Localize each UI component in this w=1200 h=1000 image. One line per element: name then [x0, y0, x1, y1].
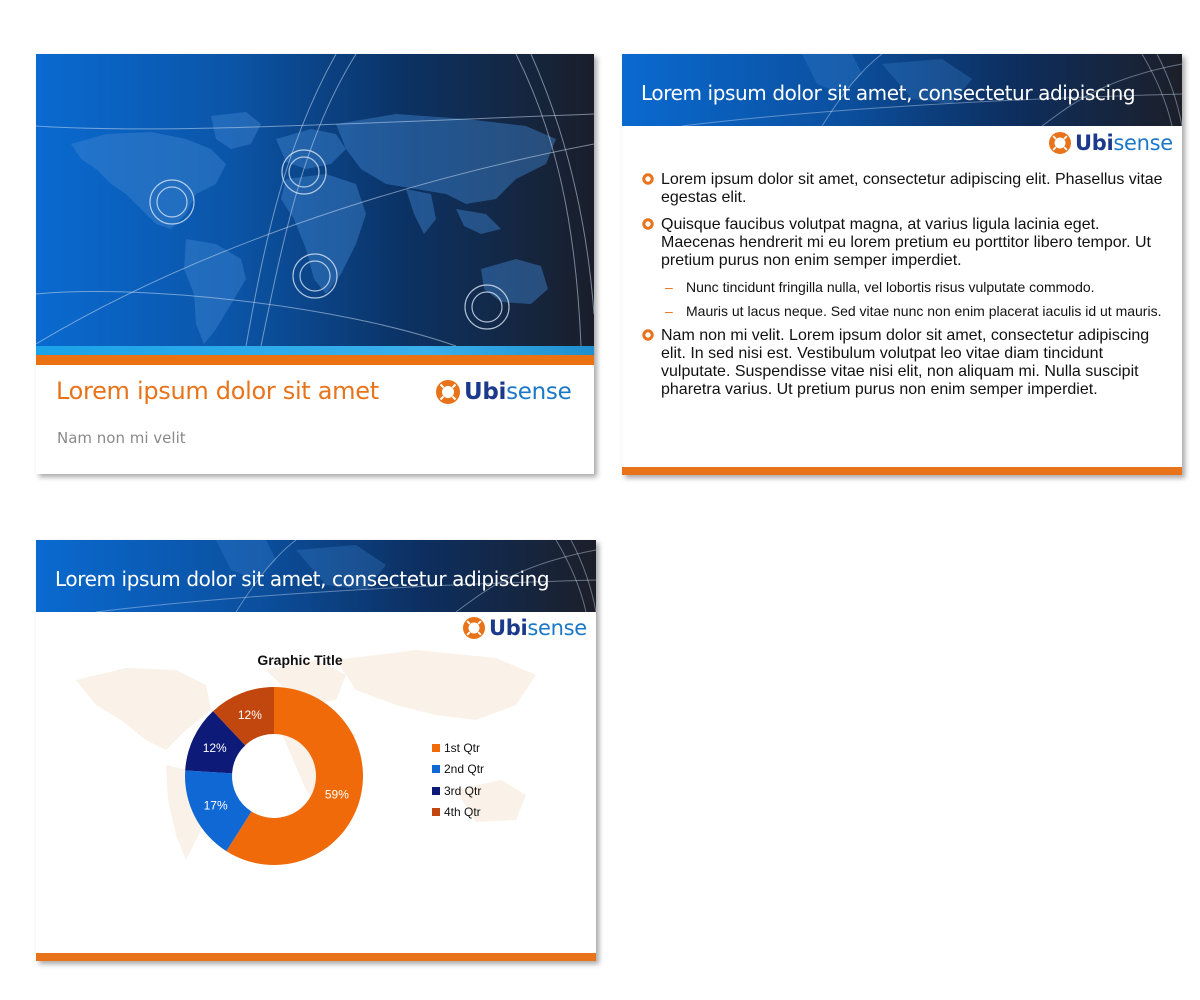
- sub-bullet-text: Mauris ut lacus neque. Sed vitae nunc non enim placerat iaculis id ut mauris.: [686, 303, 1162, 319]
- logo-mark-icon: [1049, 132, 1071, 154]
- donut-chart: [174, 676, 374, 876]
- bullet-text: Lorem ipsum dolor sit amet, consectetur adipiscing elit. Phasellus vitae egestas elit.: [661, 171, 1163, 206]
- legend-label: 3rd Qtr: [444, 783, 482, 798]
- chart-slide[interactable]: [36, 540, 596, 961]
- accent-stripe-blue: [36, 346, 594, 355]
- bullet-item: [640, 327, 1165, 399]
- lifering-icon-4: [465, 285, 509, 329]
- bullet-ring-icon: [642, 329, 654, 341]
- slide-title: Lorem ipsum dolor sit amet: [56, 377, 379, 405]
- slide-subtitle: Nam non mi velit: [57, 429, 186, 447]
- bullet-item: [640, 216, 1165, 270]
- legend-item-2: [432, 759, 484, 781]
- bullet-text: Quisque faucibus volutpat magna, at varius ligula lacinia eget. Maecenas hendrerit mi eu lorem pretium eu porttitor libero tempor. Ut pretium purus non enim semper imperdiet.: [661, 216, 1151, 269]
- bullet-ring-icon: [642, 173, 654, 185]
- hero-banner: [36, 54, 594, 346]
- chart-title: Graphic Title: [257, 652, 343, 668]
- bullet-text: Nam non mi velit. Lorem ipsum dolor sit amet, consectetur adipiscing elit. In sed nisi est. Vestibulum volutpat leo vitae diam tincidunt vulputate. Suspendisse vitae nisi elit, non aliquam mi. Nulla suscipit pharetra varius. Ut pretium purus non enim semper imperdiet.: [661, 327, 1150, 398]
- header-band: [622, 54, 1182, 126]
- world-map-graphic: [36, 54, 594, 346]
- footer-stripe-orange: [622, 467, 1182, 475]
- data-label-3: 12%: [202, 741, 227, 756]
- data-label-1: 59%: [324, 787, 349, 802]
- sub-bullet-item: [640, 303, 1165, 320]
- logo-text-sense: sense: [506, 379, 572, 405]
- legend-label: 1st Qtr: [444, 740, 481, 755]
- chart-legend: [432, 737, 484, 823]
- bullet-item: [640, 171, 1165, 207]
- logo-text-ubi: Ubi: [1075, 131, 1114, 155]
- logo-mark-icon: [436, 380, 460, 404]
- header-band: [36, 540, 596, 612]
- slide-title: Lorem ipsum dolor sit amet, consectetur adipiscing: [55, 567, 550, 591]
- ubisense-logo: [1049, 131, 1173, 155]
- sub-bullet-item: [640, 279, 1165, 296]
- dash-icon: –: [665, 279, 673, 295]
- legend-swatch: [432, 744, 440, 752]
- data-label-2: 17%: [203, 798, 228, 813]
- legend-item-3: [432, 780, 484, 802]
- legend-swatch: [432, 787, 440, 795]
- slide-title: Lorem ipsum dolor sit amet, consectetur adipiscing: [641, 81, 1136, 105]
- accent-stripe-orange: [36, 355, 594, 365]
- sub-bullet-text: Nunc tincidunt fringilla nulla, vel lobortis risus vulputate commodo.: [686, 279, 1095, 295]
- ubisense-logo: [436, 379, 571, 405]
- title-slide[interactable]: [36, 54, 594, 474]
- logo-text-ubi: Ubi: [464, 379, 507, 405]
- bullet-ring-icon: [642, 218, 654, 230]
- lifering-icon-2: [282, 150, 326, 194]
- legend-item-4: [432, 802, 484, 824]
- logo-text-sense: sense: [527, 616, 587, 640]
- footer-stripe-orange: [36, 953, 596, 961]
- legend-swatch: [432, 808, 440, 816]
- logo-mark-icon: [463, 617, 485, 639]
- data-label-4: 12%: [237, 708, 262, 723]
- legend-swatch: [432, 765, 440, 773]
- content-slide[interactable]: [622, 54, 1182, 475]
- legend-label: 2nd Qtr: [444, 762, 485, 777]
- bullet-list: [640, 171, 1165, 408]
- ubisense-logo: [463, 616, 587, 640]
- logo-text-sense: sense: [1113, 131, 1173, 155]
- legend-item-1: [432, 737, 484, 759]
- dash-icon: –: [665, 303, 673, 319]
- legend-label: 4th Qtr: [444, 805, 481, 820]
- logo-text-ubi: Ubi: [489, 616, 528, 640]
